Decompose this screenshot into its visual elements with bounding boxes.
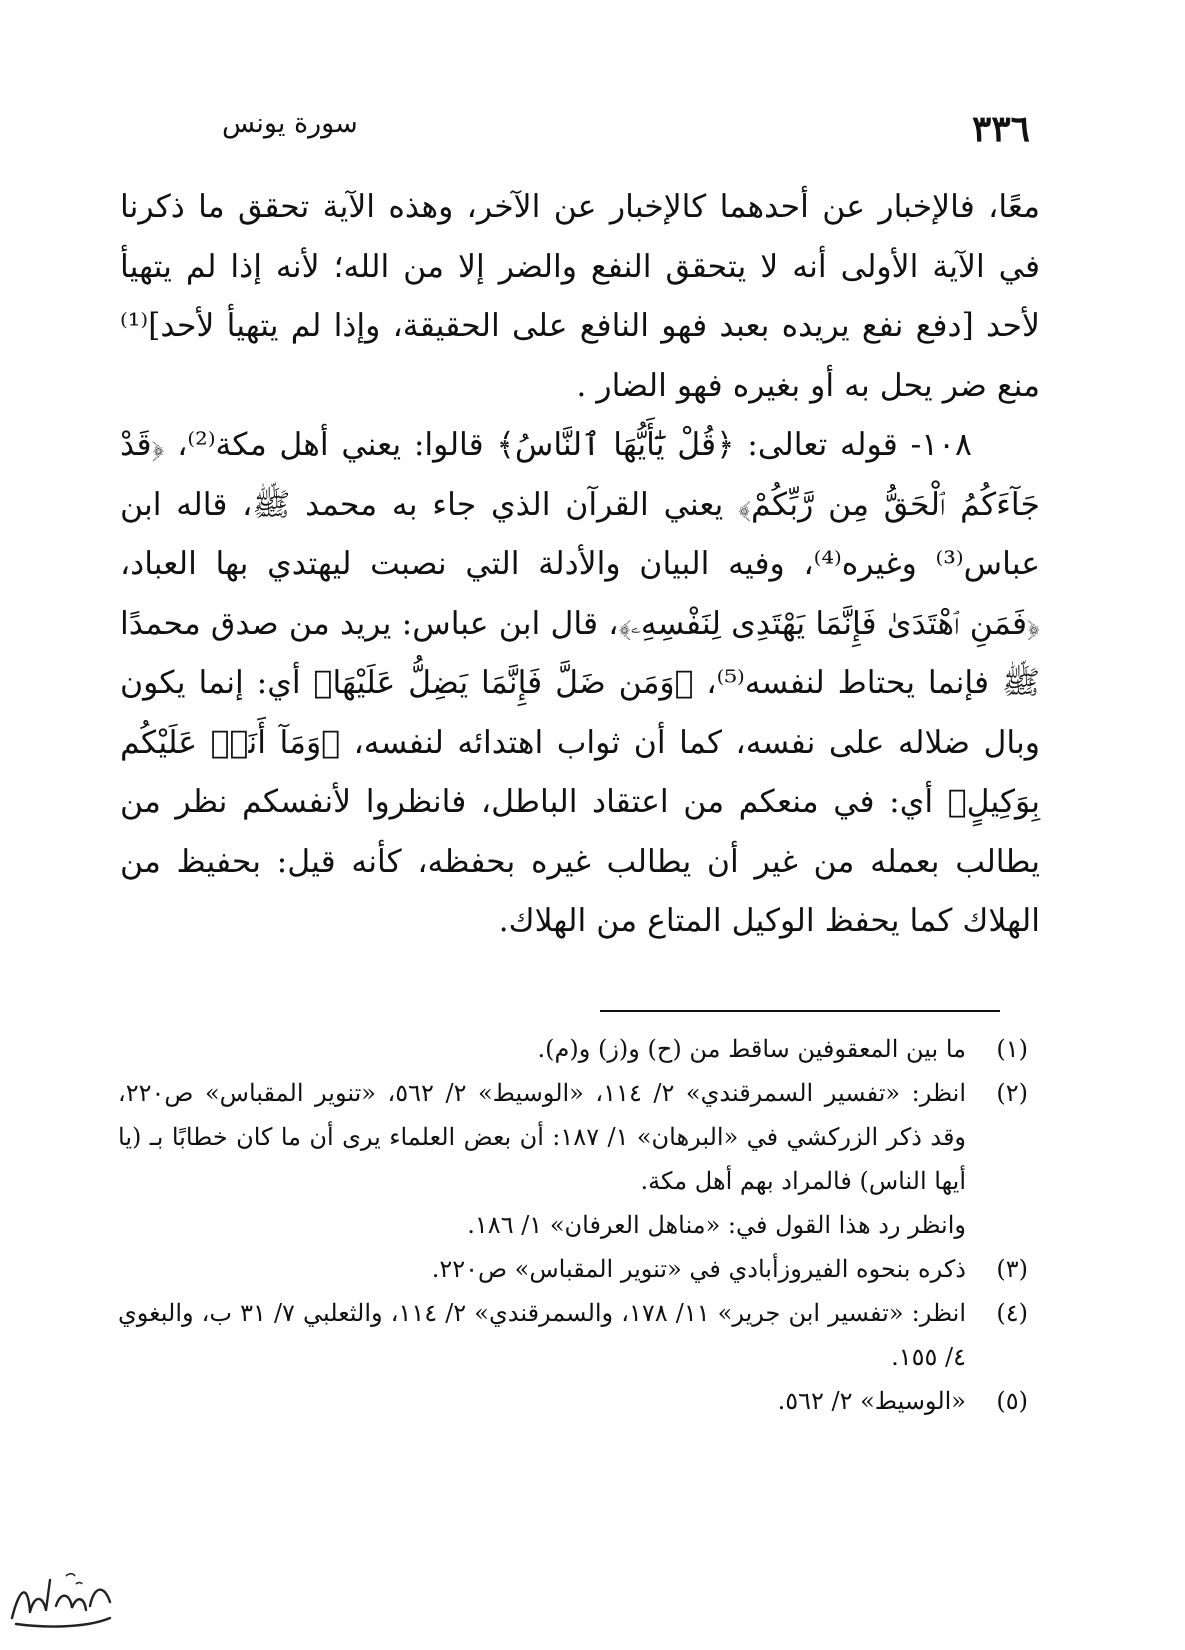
footnote-body [118,1071,966,1247]
footnote-item [118,1379,1028,1423]
footnote-body [118,1247,966,1291]
footnote-body [118,1027,966,1071]
footnote-divider [600,1010,1000,1012]
page-header [210,108,1030,158]
paragraph: معًا، فالإخبار عن أحدهما كالإخبار عن الآخر، وهذه الآية تحقق ما ذكرنا في الآية الأولى أنه لا يتحقق النفع والضر إلا من الله؛ لأنه إذا لم يتهيأ لأحد [دفع نفع يريده بعبد فهو النافع على الحقيقة، وإذا لم يتهيأ لأحد]⁽¹⁾ منع ضر يحل به أو بغيره فهو الضار . [120,189,1040,404]
calligraphy-watermark-icon [6,1566,116,1632]
footnote-item [118,1247,1028,1291]
main-text [120,178,1040,952]
library-stamp-logo [6,1566,116,1632]
footnotes [118,1027,1028,1423]
footnote-item [118,1291,1028,1379]
footnote-item [118,1027,1028,1071]
running-title: سورة يونس [222,108,358,139]
footnote-item [118,1071,1028,1247]
footnote-line: ما بين المعقوفين ساقط من (ح) و(ز) و(م). [537,1035,966,1063]
footnote-line: «الوسيط» ٢/ ٥٦٢. [777,1387,966,1415]
footnote-number: (٣) [996,1255,1028,1283]
paragraph: ١٠٨- قوله تعالى: ﴿قُلْ يَٰٓأَيُّهَا ٱلنَّاسُ﴾ قالوا: يعني أهل مكة⁽²⁾، ﴿قَدْ جَآءَكُمُ ٱلْحَقُّ مِن رَّبِّكُمْ﴾ يعني القرآن الذي جاء به محمد ﷺ، قاله ابن عباس⁽³⁾ وغيره⁽⁴⁾، وفيه البيان والأدلة التي نصبت ليهتدي بها العباد، ﴿فَمَنِ ٱهْتَدَىٰ فَإِنَّمَا يَهْتَدِى لِنَفْسِهِۦ﴾، قال ابن عباس: يريد من صدق محمدًا ﷺ فإنما يحتاط لنفسه⁽⁵⁾، ﴿وَمَن ضَلَّ فَإِنَّمَا يَضِلُّ عَلَيْهَا﴾ أي: إنما يكون وبال ضلاله على نفسه، كما أن ثواب اهتدائه لنفسه، ﴿وَمَآ أَنَا۠ عَلَيْكُم بِوَكِيلٍ﴾ أي: في منعكم من اعتقاد الباطل، فانظروا لأنفسكم نظر من يطالب بعمله من غير أن يطالب غيره بحفظه، كأنه قيل: بحفيظ من الهلاك كما يحفظ الوكيل المتاع من الهلاك. [120,427,1040,939]
page-number: ٣٣٦ [971,108,1030,150]
footnote-number: (٤) [996,1299,1028,1327]
footnote-line: ذكره بنحوه الفيروزأبادي في «تنوير المقباس» ص٢٢٠. [431,1255,966,1283]
footnote-line: انظر: «تفسير ابن جرير» ١١/ ١٧٨، والسمرقندي» ٢/ ١١٤، والثعلبي ٧/ ٣١ ب، والبغوي ٤/ ١٥٥. [118,1299,966,1371]
footnote-number: (١) [996,1035,1028,1063]
footnote-number: (٥) [996,1387,1028,1415]
footnote-number: (٢) [996,1079,1028,1107]
footnote-body [118,1379,966,1423]
footnote-body [118,1291,966,1379]
footnote-line: انظر: «تفسير السمرقندي» ٢/ ١١٤، «الوسيط» ٢/ ٥٦٢، «تنوير المقباس» ص٢٢٠، وقد ذكر الزركشي في «البرهان» ١/ ١٨٧: أن بعض العلماء يرى أن ما كان خطابًا بـ (يا أيها الناس) فالمراد بهم أهل مكة. [118,1079,967,1195]
footnote-line: وانظر رد هذا القول في: «مناهل العرفان» ١/ ١٨٦. [467,1211,966,1239]
